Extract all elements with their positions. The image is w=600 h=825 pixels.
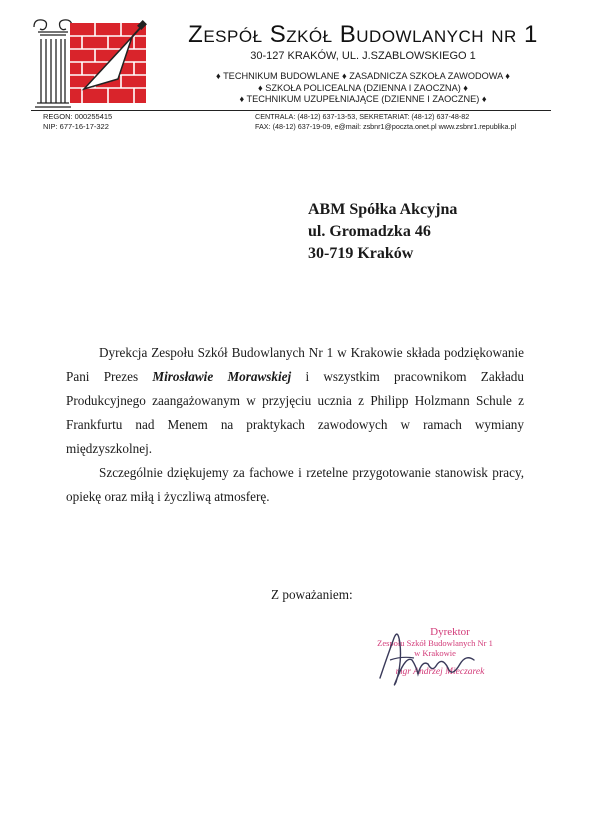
phone-numbers: CENTRALA: (48-12) 637-13-53, SEKRETARIAT: (48-12) 637-48-82 [255, 112, 470, 121]
president-name: Mirosławie Morawskiej [152, 369, 292, 384]
program-line: ♦ TECHNIKUM BUDOWLANE ♦ ZASADNICZA SZKOŁA ZAWODOWA ♦ [216, 71, 510, 81]
stamp-city: w Krakowie [414, 648, 456, 658]
body-paragraph-1 [66, 341, 524, 461]
contact-info [255, 112, 516, 132]
stamp-director-name: mgr Andrzej Mieczarek [395, 667, 485, 677]
stamp-school: Zespołu Szkół Budowlanych Nr 1 [377, 638, 493, 648]
p1-text-start: Dyrekcja Zespołu Szkół Budowlanych Nr 1 w Krakowie składa podziękowanie Pani Prezes [66, 345, 524, 384]
program-line: ♦ TECHNIKUM UZUPEŁNIAJĄCE (DZIENNE I ZAOCZNE) ♦ [239, 94, 487, 104]
stamp-title: Dyrektor [430, 626, 470, 638]
fax-email-web: FAX: (48-12) 637-19-09, e@mail: zsbnr1@poczta.onet.pl www.zsbnr1.republika.pl [255, 122, 517, 131]
program-line: ♦ SZKOŁA POLICEALNA (DZIENNA I ZAOCZNA) ♦ [257, 82, 468, 93]
school-logo [32, 17, 150, 109]
handwritten-signature [372, 630, 482, 690]
header-divider [31, 110, 551, 111]
recipient-address [308, 199, 457, 265]
registration-info [43, 112, 112, 132]
nip-number: NIP: 677-16-17-322 [43, 122, 109, 131]
body-paragraph-2: Szczególnie dziękujemy za fachowe i rzetelne przygotowanie stanowisk pracy, opiekę oraz miłą i życzliwą atmosferę. [66, 465, 524, 504]
school-address: 30-127 KRAKÓW, UL. J.SZABLOWSKIEGO 1 [250, 50, 476, 62]
school-name: Zespół Szkół Budowlanych nr 1 [188, 21, 538, 48]
recipient-name: ABM Spółka Akcyjna [308, 201, 458, 218]
school-programs [158, 71, 568, 106]
letter-body [66, 341, 524, 509]
logo-graphic [32, 17, 150, 109]
p1-text-end: i wszystkim pracownikom Zakładu Produkcyjnego zaangażowanym w przyjęciu ucznia z Philipp Holzmann Schule z Frankfurtu nad Menem na praktykach zawodowych w ramach wymiany międzyszkolnej. [66, 369, 524, 456]
recipient-street: ul. Gromadzka 46 [308, 223, 431, 240]
closing-salutation: Z poważaniem: [271, 587, 353, 602]
recipient-city: 30-719 Kraków [308, 245, 414, 262]
regon-number: REGON: 000255415 [43, 112, 113, 121]
